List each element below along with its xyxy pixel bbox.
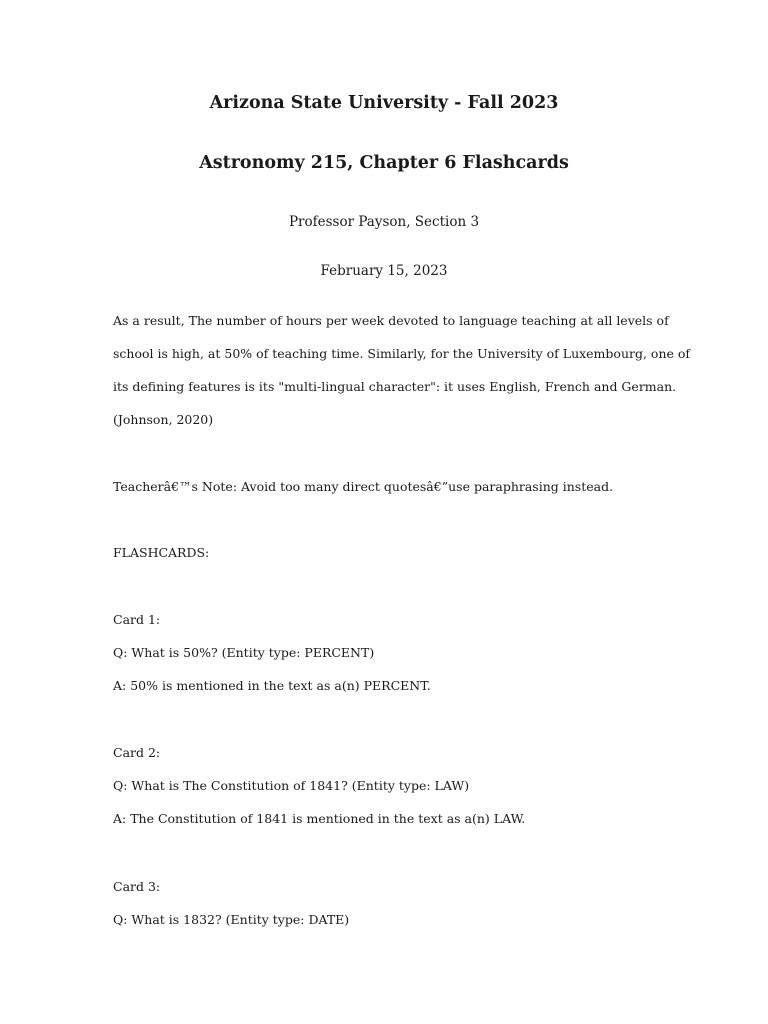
card-answer: A: The Constitution of 1841 is mentioned in the text as a(n) LAW. — [113, 811, 526, 826]
card-question: Q: What is The Constitution of 1841? (Entity type: LAW) — [113, 778, 470, 793]
card-label: Card 2: — [113, 745, 161, 760]
teacher-note: Teacherâ€™s Note: Avoid too many direct quotesâ€”use paraphrasing instead. — [113, 479, 614, 494]
card-answer: A: 50% is mentioned in the text as a(n) PERCENT. — [113, 678, 431, 693]
paragraph-line: (Johnson, 2020) — [113, 412, 214, 427]
card-question: Q: What is 1832? (Entity type: DATE) — [113, 912, 350, 927]
paragraph-line: As a result, The number of hours per week devoted to language teaching at all levels of — [113, 313, 669, 328]
card-question: Q: What is 50%? (Entity type: PERCENT) — [113, 645, 375, 660]
card-label: Card 1: — [113, 612, 161, 627]
card-label: Card 3: — [113, 879, 161, 894]
page-title: Astronomy 215, Chapter 6 Flashcards — [199, 153, 569, 173]
institution-heading: Arizona State University - Fall 2023 — [209, 93, 559, 113]
paragraph-line: school is high, at 50% of teaching time. Similarly, for the University of Luxembourg, one of — [113, 346, 691, 361]
date-line: February 15, 2023 — [320, 263, 448, 279]
instructor-line: Professor Payson, Section 3 — [288, 214, 480, 230]
paragraph-line: its defining features is its "multi-lingual character": it uses English, French and German. — [113, 379, 677, 394]
flashcards-heading: FLASHCARDS: — [113, 545, 210, 560]
